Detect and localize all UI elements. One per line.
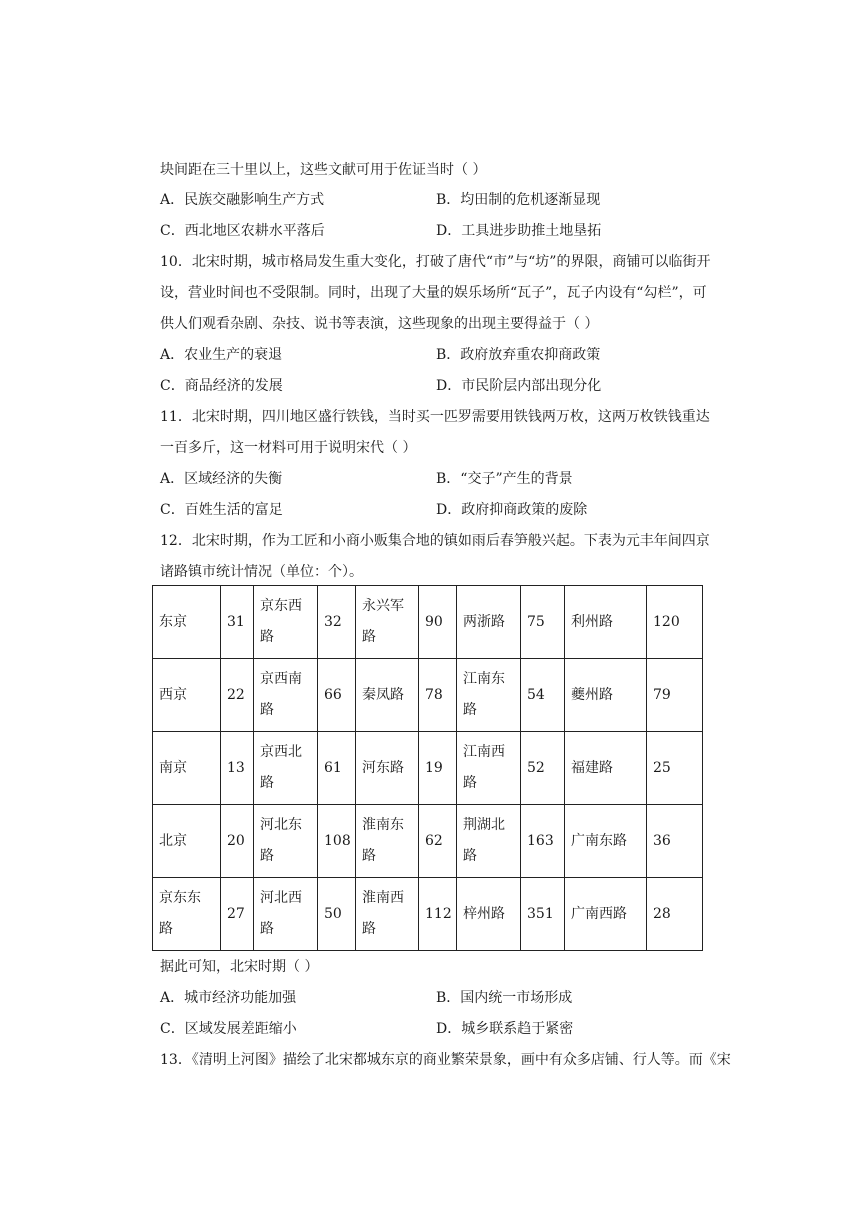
table-cell: 夔州路 <box>565 659 647 732</box>
table-row <box>153 586 703 659</box>
q9-option-b: B．均田制的危机逐渐显现 <box>436 192 601 208</box>
table-cell: 淮南东路 <box>356 805 419 878</box>
q10-stem: 10．北宋时期，城市格局发生重大变化，打破了唐代“市”与“坊”的界限，商铺可以临街开设，营业时间也不受限制。同时，出现了大量的娱乐场所“瓦子”，瓦子内设有“勾栏”，可供人们观看杂剧、杂技、说书等表演，这些现象的出现主要得益于（ ） <box>160 254 711 332</box>
table-cell: 南京 <box>153 732 221 805</box>
table-cell: 75 <box>521 586 565 659</box>
table-cell: 东京 <box>153 586 221 659</box>
table-cell: 112 <box>419 878 457 951</box>
q10-option-b: B．政府放弃重农抑商政策 <box>436 347 601 363</box>
table-cell: 江南东路 <box>457 659 521 732</box>
q11-stem: 11．北宋时期，四川地区盛行铁钱，当时买一匹罗需要用铁钱两万枚，这两万枚铁钱重达一百多斤，这一材料可用于说明宋代（ ） <box>160 409 710 456</box>
table-row <box>153 659 703 732</box>
table-cell: 52 <box>521 732 565 805</box>
table-cell: 荆湖北路 <box>457 805 521 878</box>
q11-option-b: B．“交子”产生的背景 <box>436 471 573 487</box>
table-row <box>153 805 703 878</box>
table-cell: 利州路 <box>565 586 647 659</box>
table-cell: 广南东路 <box>565 805 647 878</box>
q13-stem-head: 13．《清明上河图》描绘了北宋都城东京的商业繁荣景象，画中有众多店铺、行人等。而《宋 <box>160 1052 731 1068</box>
table-row <box>153 732 703 805</box>
q12-stem: 12．北宋时期，作为工匠和小商小贩集合地的镇如雨后春笋般兴起。下表为元丰年间四京诸路镇市统计情况（单位：个）。 <box>160 533 710 580</box>
table-cell: 福建路 <box>565 732 647 805</box>
table-cell: 广南西路 <box>565 878 647 951</box>
table-cell: 90 <box>419 586 457 659</box>
table-cell: 66 <box>318 659 356 732</box>
q11-option-d: D．政府抑商政策的废除 <box>436 502 588 518</box>
table-cell: 江南西路 <box>457 732 521 805</box>
table-cell: 河北西路 <box>254 878 318 951</box>
table-cell: 50 <box>318 878 356 951</box>
table-cell: 61 <box>318 732 356 805</box>
q9-option-d: D．工具进步助推土地垦拓 <box>436 223 602 239</box>
table-cell: 22 <box>221 659 254 732</box>
table-row <box>153 878 703 951</box>
q11-option-a: A．区域经济的失衡 <box>160 471 283 487</box>
table-cell: 27 <box>221 878 254 951</box>
q12-question: 据此可知，北宋时期（ ） <box>160 959 319 975</box>
q10-option-d: D．市民阶层内部出现分化 <box>436 378 602 394</box>
q9-option-c: C．西北地区农耕水平落后 <box>160 223 325 239</box>
table-cell: 120 <box>647 586 703 659</box>
table-cell: 31 <box>221 586 254 659</box>
table-cell: 351 <box>521 878 565 951</box>
q12-option-b: B．国内统一市场形成 <box>436 990 573 1006</box>
table-cell: 西京 <box>153 659 221 732</box>
table-cell: 20 <box>221 805 254 878</box>
table-cell: 永兴军路 <box>356 586 419 659</box>
q11-option-c: C．百姓生活的富足 <box>160 502 283 518</box>
q10-option-a: A．农业生产的衰退 <box>160 347 283 363</box>
table-cell: 淮南西路 <box>356 878 419 951</box>
q12-option-c: C．区域发展差距缩小 <box>160 1021 297 1037</box>
q10-option-c: C．商品经济的发展 <box>160 378 283 394</box>
table-cell: 北京 <box>153 805 221 878</box>
table-cell: 梓州路 <box>457 878 521 951</box>
table-cell: 28 <box>647 878 703 951</box>
q12-option-d: D．城乡联系趋于紧密 <box>436 1021 574 1037</box>
q9-stem-tail: 块间距在三十里以上，这些文献可用于佐证当时（ ） <box>160 162 487 178</box>
table-cell: 54 <box>521 659 565 732</box>
q12-option-a: A．城市经济功能加强 <box>160 990 297 1006</box>
table-cell: 河北东路 <box>254 805 318 878</box>
table-cell: 78 <box>419 659 457 732</box>
table-cell: 京东东路 <box>153 878 221 951</box>
table-cell: 108 <box>318 805 356 878</box>
table-cell: 62 <box>419 805 457 878</box>
table-cell: 19 <box>419 732 457 805</box>
table-cell: 河东路 <box>356 732 419 805</box>
table-cell: 79 <box>647 659 703 732</box>
table-cell: 两浙路 <box>457 586 521 659</box>
table-cell: 京西北路 <box>254 732 318 805</box>
table-cell: 163 <box>521 805 565 878</box>
table-cell: 13 <box>221 732 254 805</box>
table-cell: 25 <box>647 732 703 805</box>
table-cell: 秦凤路 <box>356 659 419 732</box>
table-cell: 京东西路 <box>254 586 318 659</box>
table-cell: 京西南路 <box>254 659 318 732</box>
table-cell: 32 <box>318 586 356 659</box>
town-count-table <box>152 585 703 951</box>
q9-option-a: A．民族交融影响生产方式 <box>160 192 325 208</box>
table-cell: 36 <box>647 805 703 878</box>
